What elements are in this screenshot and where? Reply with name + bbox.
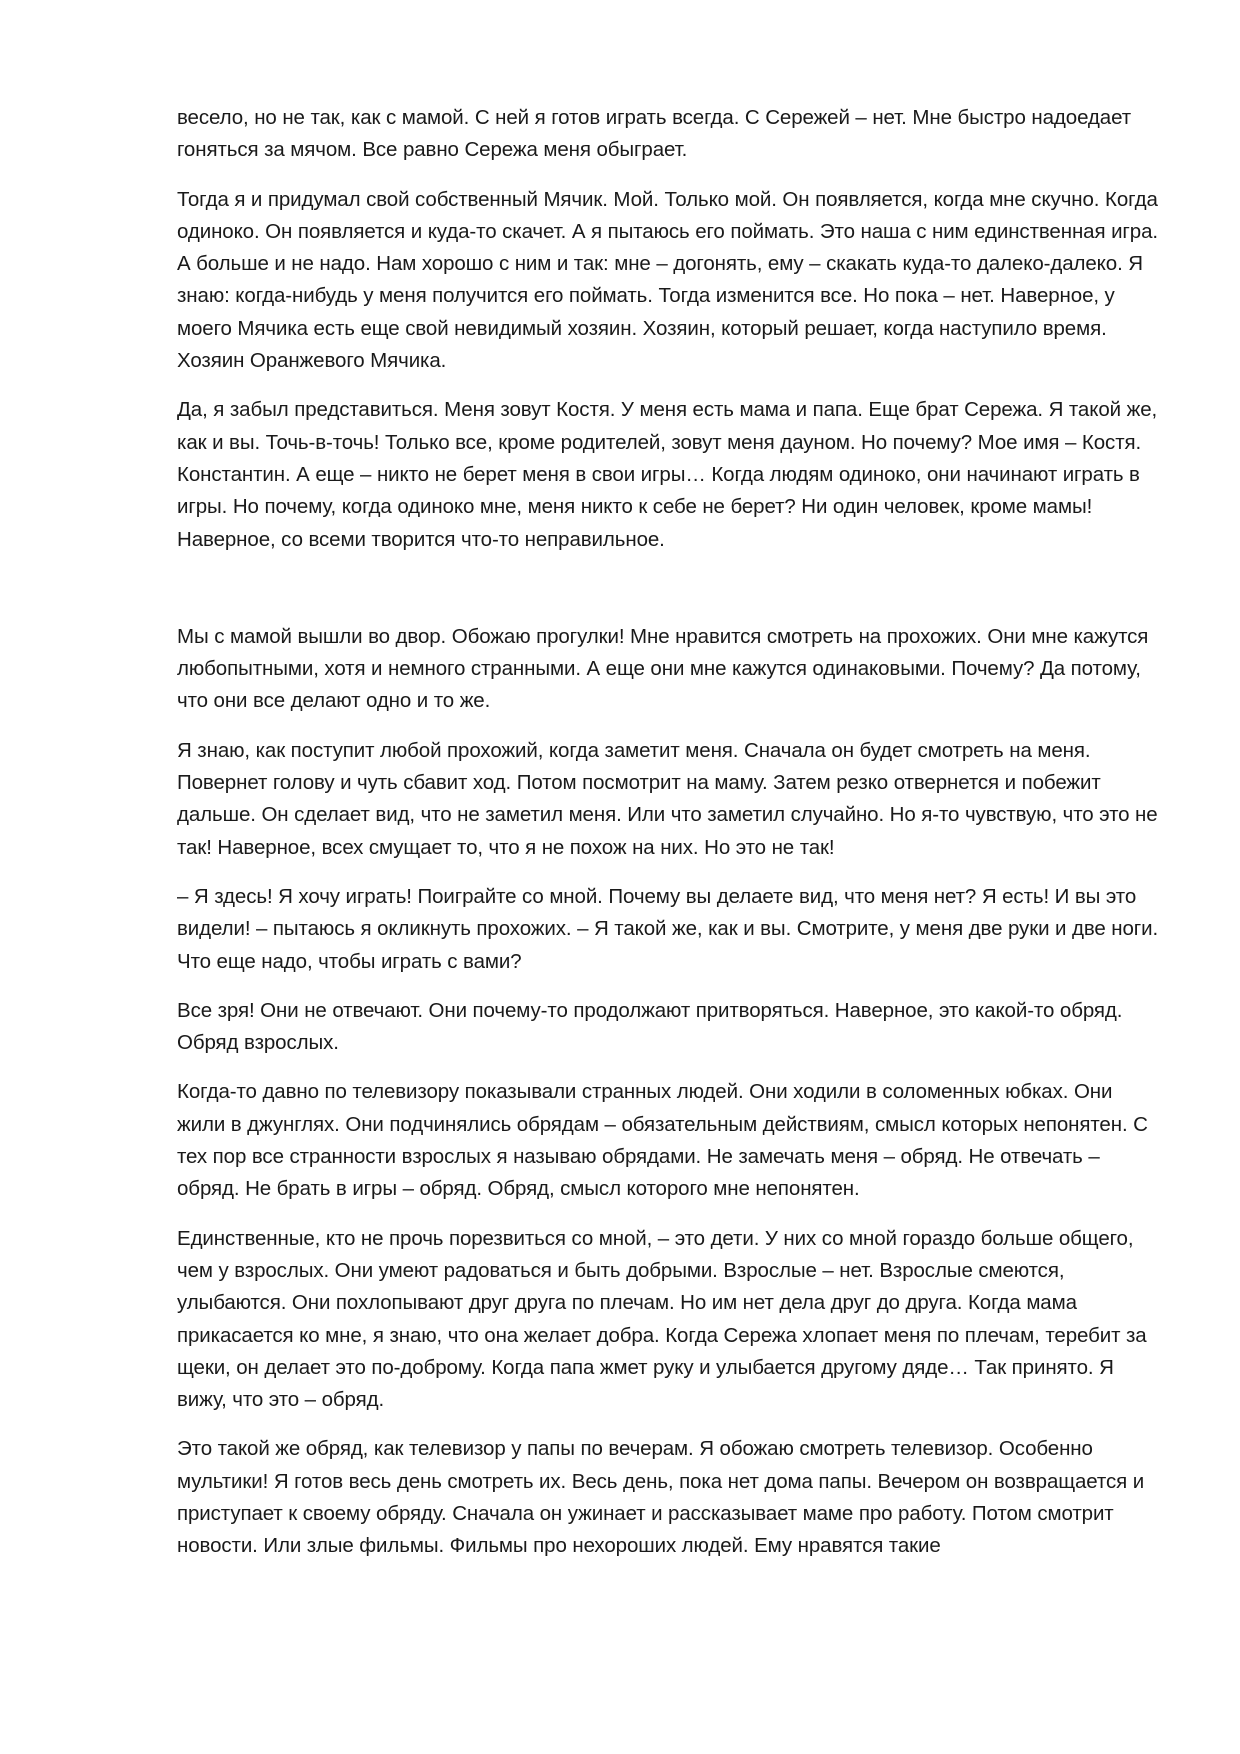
paragraph: Единственные, кто не прочь порезвиться со мной, – это дети. У них со мной гораздо больше общего, чем у взрослых. Они умеют радоваться и быть добрыми. Взрослые – нет. Взрослые смеются, улыбаются. Они похлопывают друг друга по плечам. Но им нет дела друг до друга. Когда мама прикасается ко мне, я знаю, что она желает добра. Когда Сережа хлопает меня по плечам, теребит за щеки, он делает это по-доброму. Когда папа жмет руку и улыбается другому дяде… Так принято. Я вижу, что это – обряд.: [177, 1226, 1147, 1412]
paragraph: Мы с мамой вышли во двор. Обожаю прогулки! Мне нравится смотреть на прохожих. Они мне кажутся любопытными, хотя и немного странными. А еще они мне кажутся одинаковыми. Почему? Да потому, что они все делают одно и то же.: [177, 624, 1149, 713]
paragraph: Да, я забыл представиться. Меня зовут Костя. У меня есть мама и папа. Еще брат Сережа. Я такой же, как и вы. Точь-в-точь! Только все, кроме родителей, зовут меня дауном. Но почему? Мое имя – Костя. Константин. А еще – никто не берет меня в свои игры… Когда людям одиноко, они начинают играть в игры. Но почему, когда одиноко мне, меня никто к себе не берет? Ни один человек, кроме мамы! Наверное, со всеми творится что-то неправильное.: [177, 398, 1158, 551]
paragraph: Все зря! Они не отвечают. Они почему-то продолжают притворяться. Наверное, это какой-то обряд. Обряд взрослых.: [177, 998, 1123, 1055]
paragraph: Это такой же обряд, как телевизор у папы по вечерам. Я обожаю смотреть телевизор. Особенно мультики! Я готов весь день смотреть их. Весь день, пока нет дома папы. Вечером он возвращается и приступает к своему обряду. Сначала он ужинает и рассказывает маме про работу. Потом смотрит новости. Или злые фильмы. Фильмы про нехороших людей. Ему нравятся такие: [177, 1437, 1145, 1558]
paragraph: Когда-то давно по телевизору показывали странных людей. Они ходили в соломенных юбках. Они жили в джунглях. Они подчинялись обрядам – обязательным действиям, смысл которых непонятен. С тех пор все странности взрослых я называю обрядами. Не замечать меня – обряд. Не отвечать – обряд. Не брать в игры – обряд. Обряд, смысл которого мне непонятен.: [177, 1080, 1148, 1201]
document-page: [177, 102, 1162, 1580]
paragraph: – Я здесь! Я хочу играть! Поиграйте со мной. Почему вы делаете вид, что меня нет? Я есть! И вы это видели! – пытаюсь я окликнуть прохожих. – Я такой же, как и вы. Смотрите, у меня две руки и две ноги. Что еще надо, чтобы играть с вами?: [177, 884, 1159, 973]
paragraph: Тогда я и придумал свой собственный Мячик. Мой. Только мой. Он появляется, когда мне скучно. Когда одиноко. Он появляется и куда-то скачет. А я пытаюсь его поймать. Это наша с ним единственная игра. А больше и не надо. Нам хорошо с ним и так: мне – догонять, ему – скакать куда-то далеко-далеко. Я знаю: когда-нибудь у меня получится его поймать. Тогда изменится все. Но пока – нет. Наверное, у моего Мячика есть еще свой невидимый хозяин. Хозяин, который решает, когда наступило время. Хозяин Оранжевого Мячика.: [177, 187, 1158, 373]
paragraph: Я знаю, как поступит любой прохожий, когда заметит меня. Сначала он будет смотреть на меня. Повернет голову и чуть сбавит ход. Потом посмотрит на маму. Затем резко отвернется и побежит дальше. Он сделает вид, что не заметил меня. Или что заметил случайно. Но я-то чувствую, что это не так! Наверное, всех смущает то, что я не похож на них. Но это не так!: [177, 738, 1158, 859]
paragraph: весело, но не так, как с мамой. С ней я готов играть всегда. С Сережей – нет. Мне быстро надоедает гоняться за мячом. Все равно Сережа меня обыграет.: [177, 106, 1131, 162]
